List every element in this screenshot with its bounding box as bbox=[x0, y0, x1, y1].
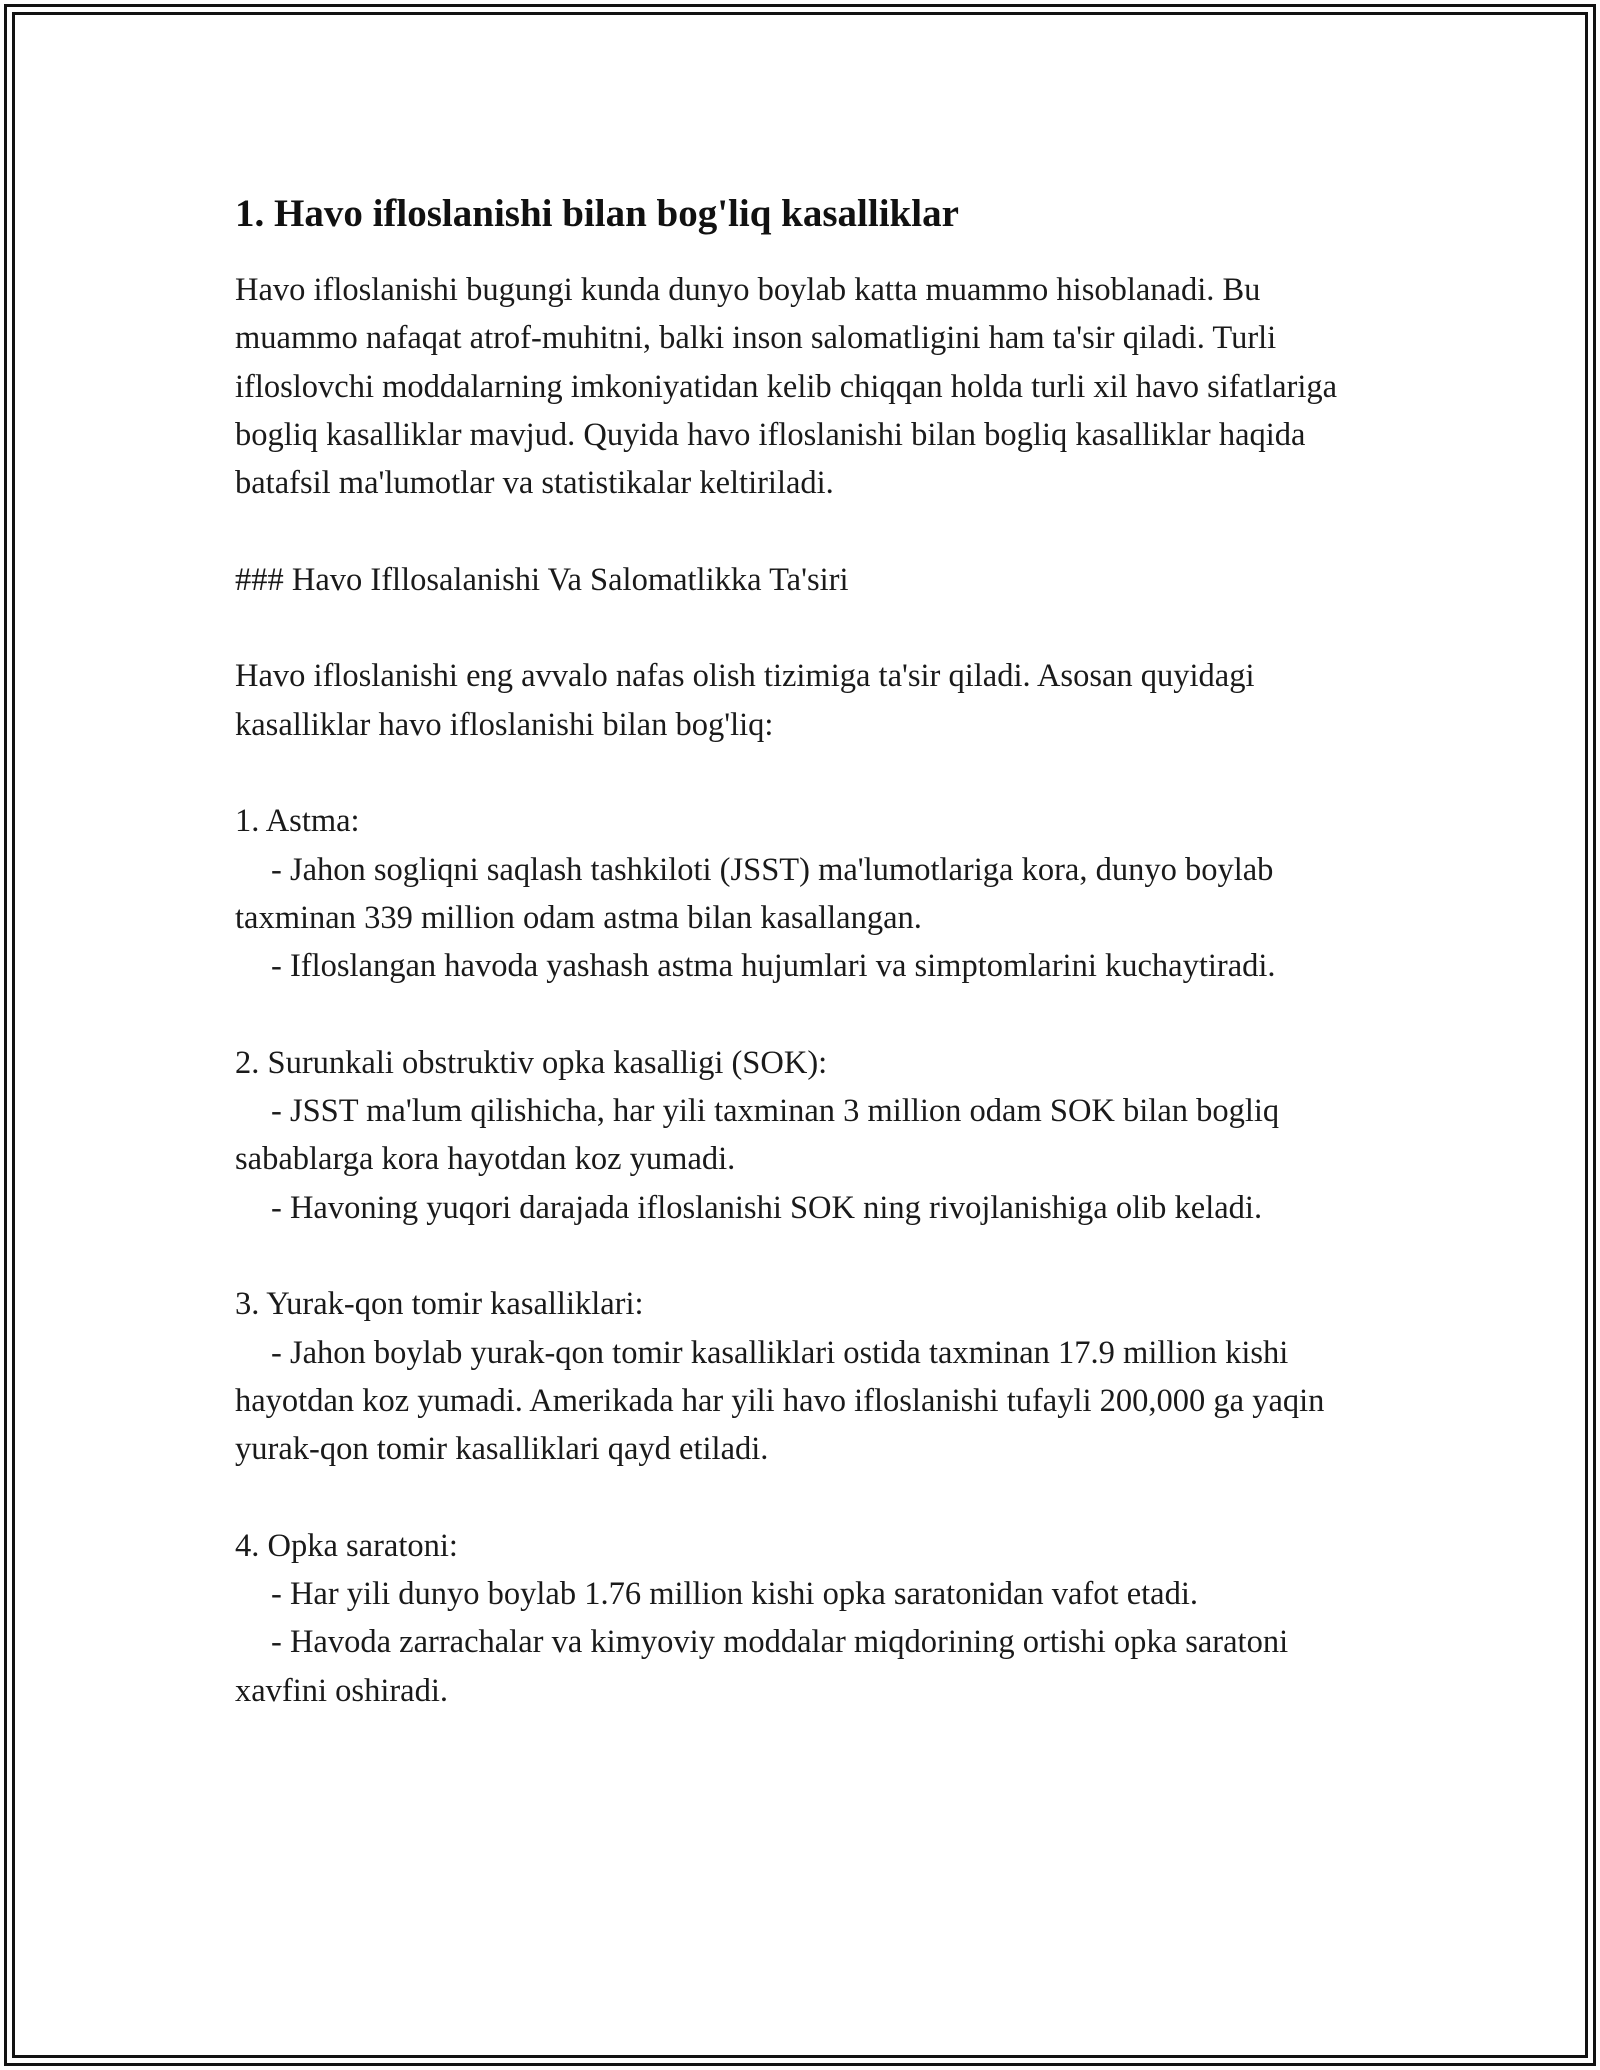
document-title: 1. Havo ifloslanishi bilan bog'liq kasalliklar bbox=[235, 192, 959, 235]
lead-paragraph: Havo ifloslanishi eng avvalo nafas olish tizimiga ta'sir qiladi. Asosan quyidagi kasalliklar havo ifloslanishi bilan bog'liq: bbox=[235, 658, 1263, 743]
item-heading: 1. Astma: bbox=[235, 803, 360, 840]
disease-item-copd bbox=[235, 1039, 1385, 1232]
item-heading: 2. Surunkali obstruktiv opka kasalligi (SOK): bbox=[235, 1044, 828, 1081]
item-bullet: - Havoda zarrachalar va kimyoviy moddalar miqdorining ortishi opka saratoni xavfini oshiradi. bbox=[235, 1624, 1297, 1709]
subheading: ### Havo Ifllosalanishi Va Salomatlikka Ta'siri bbox=[235, 561, 849, 598]
item-bullet: - JSST ma'lum qilishicha, har yili taxminan 3 million odam SOK bilan bogliq sabablarga kora hayotdan koz yumadi. bbox=[235, 1093, 1288, 1178]
item-bullet: - Har yili dunyo boylab 1.76 million kishi opka saratonidan vafot etadi. bbox=[271, 1576, 1198, 1613]
item-bullet: - Havoning yuqori darajada ifloslanishi SOK ning rivojlanishiga olib keladi. bbox=[271, 1189, 1263, 1226]
item-heading: 3. Yurak-qon tomir kasalliklari: bbox=[235, 1286, 644, 1323]
item-heading: 4. Opka saratoni: bbox=[235, 1527, 458, 1564]
intro-paragraph: Havo ifloslanishi bugungi kunda dunyo boylab katta muammo hisoblanadi. Bu muammo nafaqat atrof-muhitni, balki inson salomatligini ham ta'sir qiladi. Turli ifloslovchi moddalarning imkoniyatidan kelib chiqqan holda turli xil havo sifatlariga bogliq kasalliklar mavjud. Quyida havo ifloslanishi bilan bogliq kasalliklar haqida batafsil ma'lumotlar va statistikalar keltiriladi. bbox=[235, 272, 1346, 502]
document-body bbox=[235, 186, 1385, 1715]
item-bullet: - Jahon boylab yurak-qon tomir kasalliklari ostida taxminan 17.9 million kishi hayotdan koz yumadi. Amerikada har yili havo ifloslanishi tufayli 200,000 ga yaqin yurak-qon tomir kasalliklari qayd etiladi. bbox=[235, 1334, 1333, 1468]
disease-item-asthma bbox=[235, 797, 1385, 990]
disease-item-cardiovascular bbox=[235, 1280, 1385, 1473]
disease-item-lung-cancer bbox=[235, 1522, 1385, 1715]
item-bullet: - Jahon sogliqni saqlash tashkiloti (JSST) ma'lumotlariga kora, dunyo boylab taxminan 339 million odam astma bilan kasallangan. bbox=[235, 851, 1282, 936]
item-bullet: - Ifloslangan havoda yashash astma hujumlari va simptomlarini kuchaytiradi. bbox=[271, 948, 1276, 985]
